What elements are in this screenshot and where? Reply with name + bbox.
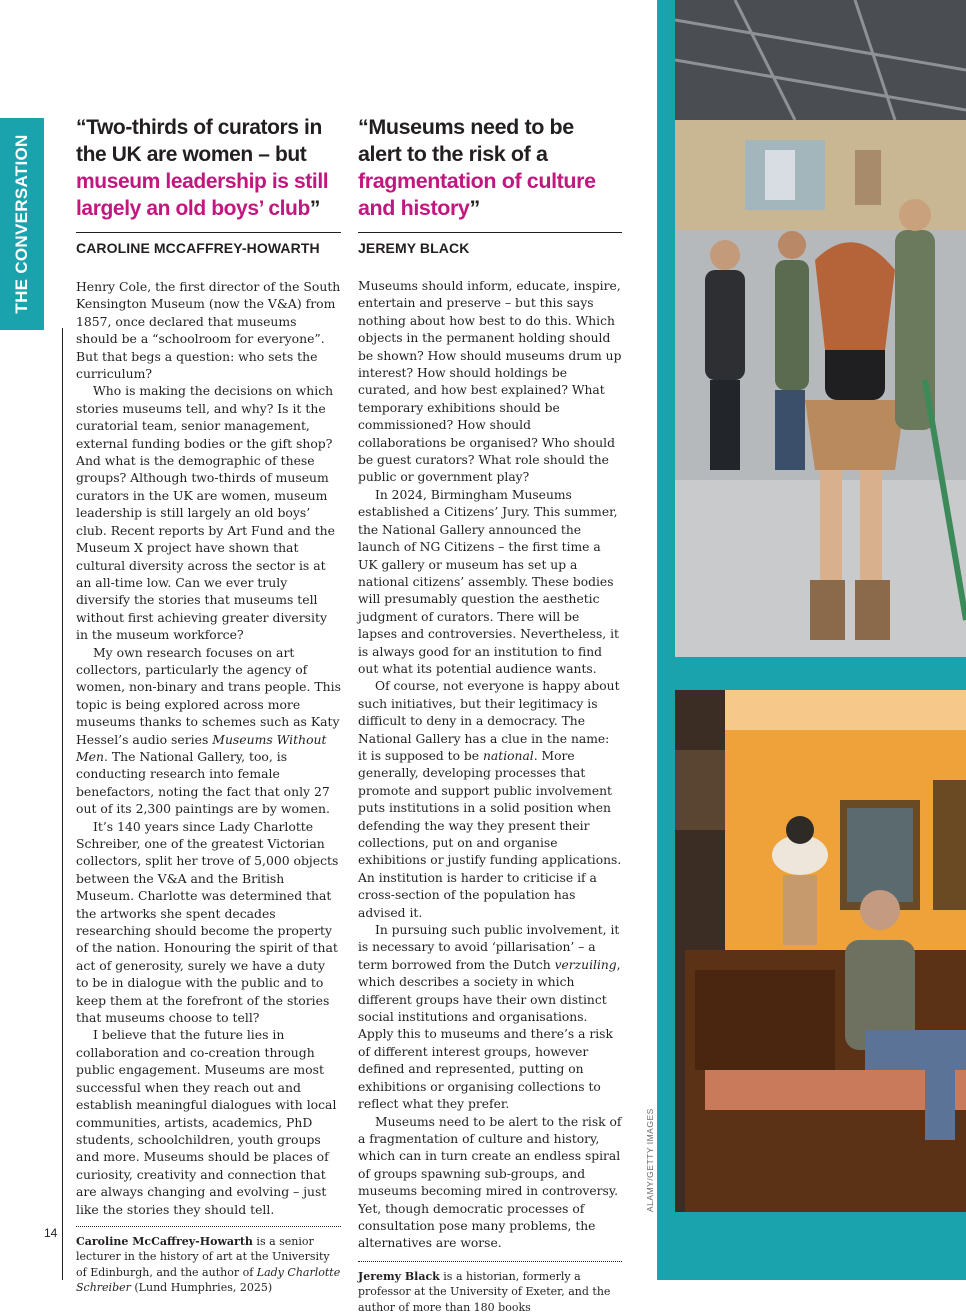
right-paragraph: Of course, not everyone is happy about such initiatives, but their legitimacy is difficult to deny in a democracy. The National Gallery has a clue in the name: it is supposed to be national. More generally, developing processes that promote and support public involvement puts institutions in a solid position when defending the way they present their collections, put on and organise exhibitions or justify funding applications. An institution is harder to criticise if a cross-section of the population has advised it. bbox=[358, 679, 622, 920]
left-author-bio: Caroline McCaffrey-Howarth is a senior lecturer in the history of art at the University of Edinburgh, and the author of Lady Charlotte Schreiber (Lund Humphries, 2025) bbox=[76, 1234, 341, 1295]
left-paragraph: Henry Cole, the first director of the South Kensington Museum (now the V&A) from 1857, once declared that museums should be a “schoolroom for everyone”. But that begs a question: who sets the curriculum? bbox=[76, 279, 341, 382]
section-label: THE CONVERSATION bbox=[12, 134, 31, 314]
page-number: 14 bbox=[44, 1226, 58, 1240]
left-headline-text: “Two-thirds of curators in the UK are women – but bbox=[76, 116, 322, 166]
right-paragraph: Museums should inform, educate, inspire, entertain and preserve – but this says nothing about how best to do this. Which objects in the permanent holding should be shown? How should museums drum up interest? How should holdings be curated, and how best explained? What temporary exhibitions should be commissioned? How should collaborations be organised? Who should be guest curators? What role should the public or government play? bbox=[358, 279, 622, 485]
right-paragraph: In 2024, Birmingham Museums established a Citizens’ Jury. This summer, the National Gallery announced the launch of NG Citizens – the first time a UK gallery or museum has set up a national citizens’ assembly. These bodies will presumably question the aesthetic judgment of curators. There will be lapses and controversies. Nevertheless, it is always good for an institution to find out what its potential audience wants. bbox=[358, 487, 619, 676]
right-paragraph: In pursuing such public involvement, it is necessary to avoid ‘pillarisation’ – a term borrowed from the Dutch verzuiling, which describes a society in which different groups have their own distinct social institutions and organisations. Apply this to museums and there’s a risk of different interest groups, however defined and represented, putting on exhibitions or organising collections to reflect what they prefer. bbox=[358, 923, 621, 1112]
right-headline-text: “Museums need to be alert to the risk of a bbox=[358, 115, 574, 166]
right-paragraph: Museums need to be alert to the risk of a fragmentation of culture and history, which can in turn create an endless spiral of groups spawning sub-groups, and museums becoming mired in controversy. Yet, though democratic processes of consultation pose many problems, the alternatives are worse. bbox=[358, 1114, 622, 1251]
left-headline-rule bbox=[76, 232, 341, 233]
right-article bbox=[358, 114, 622, 1315]
right-headline-close: ” bbox=[469, 196, 480, 220]
portrait-gallery-photo bbox=[675, 690, 966, 1212]
left-body bbox=[76, 278, 341, 1218]
photo-credit: ALAMY/GETTY IMAGES bbox=[645, 1108, 655, 1212]
left-headline-close: ” bbox=[309, 197, 321, 220]
left-author: CAROLINE MCCAFFREY-HOWARTH bbox=[76, 240, 320, 256]
right-author-bio: Jeremy Black is a historian, formerly a professor at the University of Exeter, and the author of more than 180 books bbox=[358, 1269, 611, 1314]
margin-rule bbox=[62, 328, 63, 1280]
left-paragraph: I believe that the future lies in collaboration and co-creation through public engagement. Museums are most successful when they reach out and establish meaningful dialogues with local communities, artists, academics, PhD students, schoolchildren, youth groups and more. Museums should be places of curiosity, creativity and connection that are always changing and evolving – just like the stories they should tell. bbox=[76, 1027, 337, 1217]
right-body bbox=[358, 278, 622, 1253]
left-article bbox=[76, 114, 341, 1296]
section-tab bbox=[0, 118, 44, 330]
left-paragraph: Who is making the decisions on which stories museums tell, and why? Is it the curatorial team, senior management, external funding bodies or the gift shop? And what is the demographic of these groups? Although two-thirds of museum curators in the UK are women, museum leadership is still largely an old boys’ club. Recent reports by Art Fund and the Museum X project have shown that cultural diversity across the sector is at an all-time low. Can we ever truly diversify the stories that museums tell without first achieving greater diversity in the museum workforce? bbox=[76, 383, 335, 643]
left-paragraph: It’s 140 years since Lady Charlotte Schreiber, one of the greatest Victorian collectors, split her trove of 5,000 objects between the V&A and the British Museum. Charlotte was determined that the artworks she spent decades researching should become the property of the nation. Honouring the spirit of that act of generosity, surely we have a duty to be in dialogue with the public and to keep them at the forefront of the stories that museums choose to tell? bbox=[76, 818, 339, 1026]
right-bio-rule bbox=[358, 1261, 622, 1262]
teal-edge bbox=[0, 0, 45, 44]
left-headline bbox=[76, 114, 341, 228]
right-headline-rule bbox=[358, 232, 622, 233]
right-headline-highlight: fragmentation of culture and history bbox=[358, 169, 596, 220]
teal-background-strip bbox=[0, 0, 657, 44]
left-bio-rule bbox=[76, 1226, 341, 1227]
museum-gallery-photo bbox=[675, 0, 966, 657]
right-author: JEREMY BLACK bbox=[358, 240, 470, 256]
left-headline-highlight: museum leadership is still largely an old boys’ club bbox=[76, 170, 329, 220]
right-headline bbox=[358, 114, 622, 228]
left-paragraph: My own research focuses on art collectors, particularly the agency of women, non-binary and trans people. This topic is being explored across more museums thanks to schemes such as Katy Hessel’s audio series Museums Without Men. The National Gallery, too, is conducting research into female benefactors, noting the fact that only 27 out of its 2,300 paintings are by women. bbox=[76, 644, 341, 817]
